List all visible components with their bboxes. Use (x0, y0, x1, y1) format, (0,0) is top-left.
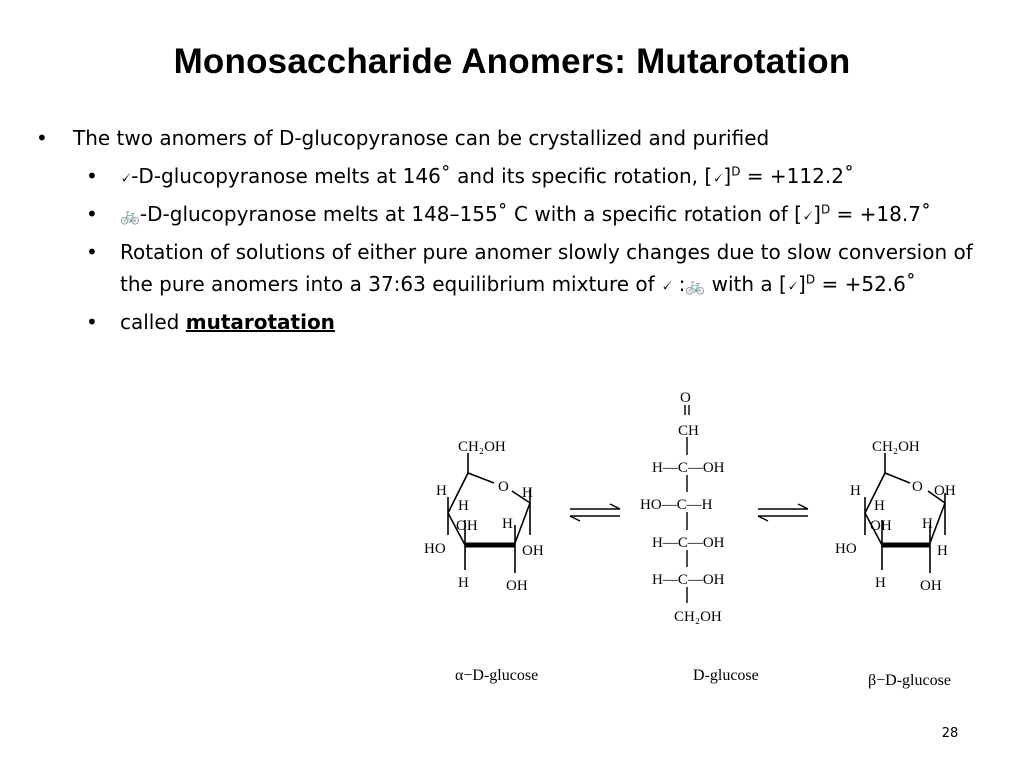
bullet-text: with a [ (705, 272, 787, 296)
bullet-text: called (120, 310, 186, 334)
alpha-glucose-labels (424, 439, 544, 594)
bullet-text: = +52.6˚ (815, 272, 916, 296)
bullet-list (30, 122, 1000, 342)
atom-label: OH (934, 483, 956, 499)
bullet-text: ] (798, 272, 806, 296)
bullet-text: ] (723, 164, 732, 188)
bullet-text: ] (813, 202, 821, 226)
caption-d-glucose: D-glucose (693, 667, 759, 684)
atom-label: CH₂OH (458, 439, 506, 455)
bullet-text: = +18.7˚ (830, 202, 931, 226)
checkmark-icon: 🗸 (661, 276, 673, 295)
atom-label: HO (424, 541, 446, 557)
atom-label: H (922, 516, 933, 532)
atom-label: H (522, 485, 533, 501)
atom-label: O (680, 390, 691, 406)
beta-glucose-labels (835, 439, 956, 594)
atom-label: H—C—OH (652, 535, 725, 551)
atom-label: O (912, 479, 923, 495)
bullet-marker: • (86, 164, 98, 188)
equilibrium-arrow-right (758, 504, 808, 521)
superscript: D (805, 272, 816, 287)
atom-label: H (436, 483, 447, 499)
glucose-mutarotation-diagram (410, 385, 1000, 700)
open-chain-glucose-labels (640, 390, 725, 625)
bullet-text: = +112.2˚ (740, 164, 854, 188)
atom-label: OH (870, 518, 892, 534)
bullet-item (30, 122, 1000, 154)
bond (468, 473, 494, 483)
bullet-marker: • (86, 240, 98, 264)
sub-bullet-item (30, 306, 1000, 338)
caption-beta-glucose: β−D-glucose (868, 672, 951, 689)
atom-label: OH (920, 578, 942, 594)
atom-label: HO—C—H (640, 497, 713, 513)
atom-label: H (874, 498, 885, 514)
atom-label: CH₂OH (872, 439, 920, 455)
atom-label: CH₂OH (674, 609, 722, 625)
caption-alpha-glucose: α−D-glucose (455, 667, 539, 684)
superscript: D (731, 164, 741, 179)
bullet-text: -D-glucopyranose melts at 146˚ and its specific rotation, [ (131, 164, 713, 188)
atom-label: H—C—OH (652, 460, 725, 476)
atom-label: H—C—OH (652, 572, 725, 588)
atom-label: HO (835, 541, 857, 557)
emphasized-term: mutarotation (185, 310, 335, 334)
atom-label: H (875, 575, 886, 591)
slide-title: Monosaccharide Anomers: Mutarotation (173, 42, 851, 81)
atom-label: OH (522, 543, 544, 559)
atom-label: H (502, 516, 513, 532)
superscript: D (820, 202, 831, 217)
bullet-marker: • (86, 310, 98, 334)
sub-bullet-item (30, 236, 1000, 302)
checkmark-icon: 🗸 (712, 168, 724, 187)
bullet-text: The two anomers of D-glucopyranose can be crystallized and purified (73, 126, 770, 150)
bullet-marker: • (36, 126, 48, 150)
checkmark-icon: 🗸 (801, 206, 814, 225)
bicycle-icon: 🚲 (685, 276, 706, 295)
sub-bullet-item (30, 160, 1000, 194)
figure-captions (455, 667, 951, 689)
atom-label: H (850, 483, 861, 499)
atom-label: CH (678, 423, 699, 439)
sub-bullet-item (30, 198, 1000, 232)
atom-label: OH (506, 578, 528, 594)
atom-label: O (498, 479, 509, 495)
equilibrium-arrow-left (570, 504, 620, 521)
bullet-text: : (672, 272, 686, 296)
page-number: 28 (941, 726, 959, 741)
checkmark-icon: 🗸 (120, 168, 132, 187)
bond (515, 503, 530, 543)
atom-label: H (458, 498, 469, 514)
checkmark-icon: 🗸 (786, 276, 799, 295)
atom-label: OH (456, 518, 478, 534)
bullet-marker: • (86, 202, 98, 226)
atom-label: H (937, 543, 948, 559)
bullet-text: -D-glucopyranose melts at 148–155˚ C with a specific rotation of [ (139, 202, 802, 226)
bullet-text: Rotation of solutions of either pure anomer slowly changes due to slow conversion of the pure anomers into a 37:63 equilibrium mixture of (120, 240, 973, 296)
bicycle-icon: 🚲 (120, 206, 140, 225)
atom-label: H (458, 575, 469, 591)
